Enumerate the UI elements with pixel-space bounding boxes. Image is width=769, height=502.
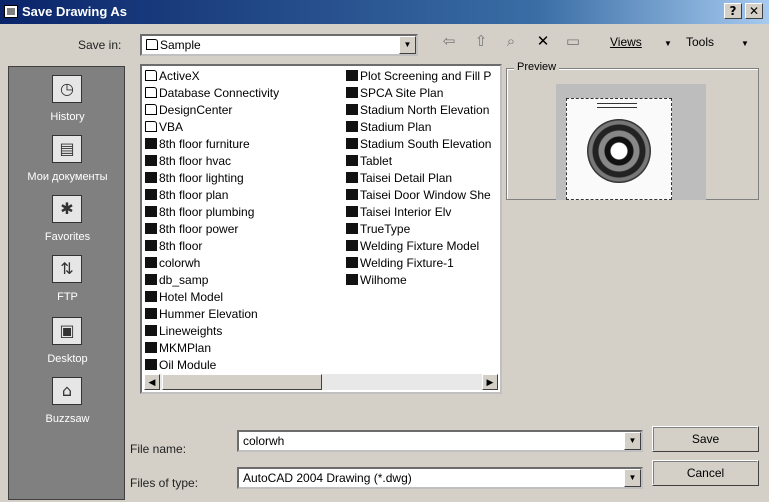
list-item-label: DesignCenter	[159, 103, 233, 117]
drawing-file-icon	[346, 121, 358, 132]
list-item-label: 8th floor furniture	[159, 137, 250, 151]
file-name-chevron-down-icon[interactable]: ▼	[624, 432, 641, 450]
list-item[interactable]	[145, 136, 250, 153]
list-item-label: Welding Fixture Model	[360, 239, 480, 253]
place-favorites[interactable]: ✱ Favorites	[9, 195, 126, 253]
list-item-label: Tablet	[360, 154, 393, 168]
delete-icon[interactable]: ✕	[536, 32, 550, 50]
list-item-label: Hummer Elevation	[159, 307, 258, 321]
folder-icon	[146, 39, 158, 50]
drawing-file-icon	[145, 359, 157, 370]
history-icon: ◷	[52, 75, 82, 103]
back-icon[interactable]: ⇦	[442, 32, 456, 50]
scroll-right-icon[interactable]: ▶	[482, 374, 498, 390]
up-folder-icon[interactable]: ⇧	[474, 32, 488, 50]
preview-label: Preview	[514, 61, 559, 73]
list-item[interactable]	[145, 238, 202, 255]
drawing-file-icon	[346, 206, 358, 217]
list-item-label: MKMPlan	[159, 341, 212, 355]
list-item[interactable]	[145, 323, 222, 340]
list-item-label: TrueType	[360, 222, 411, 236]
list-item[interactable]	[145, 153, 231, 170]
search-web-icon[interactable]: ⌕	[506, 32, 516, 50]
title-block-mark	[597, 103, 637, 108]
file-type-label: Files of type:	[130, 476, 199, 490]
list-item[interactable]	[145, 187, 228, 204]
list-item[interactable]	[145, 170, 244, 187]
help-button[interactable]: ?	[724, 3, 742, 19]
drawing-file-icon	[145, 155, 157, 166]
list-item-label: Stadium North Elevation	[360, 103, 490, 117]
app-icon	[4, 5, 18, 18]
save-in-label: Save in:	[78, 38, 122, 52]
save-button[interactable]: Save	[652, 426, 759, 452]
scroll-left-icon[interactable]: ◀	[144, 374, 160, 390]
list-item[interactable]	[346, 170, 452, 187]
drawing-file-icon	[145, 257, 157, 268]
list-item[interactable]	[145, 272, 208, 289]
preview-thumbnail	[556, 84, 706, 200]
drawing-file-icon	[346, 240, 358, 251]
drawing-file-icon	[145, 138, 157, 149]
drawing-file-icon	[145, 308, 157, 319]
list-item[interactable]	[346, 272, 407, 289]
list-item-label: 8th floor hvac	[159, 154, 232, 168]
list-item-label: 8th floor	[159, 239, 203, 253]
list-item-label: VBA	[159, 120, 184, 134]
scrollbar-thumb[interactable]	[162, 374, 322, 390]
views-menu[interactable]: Views	[610, 35, 642, 49]
list-item[interactable]	[145, 340, 211, 357]
list-item-label: Taisei Interior Elv	[360, 205, 452, 219]
list-item[interactable]	[145, 85, 279, 102]
folder-icon	[145, 104, 157, 115]
list-item-label: SPCA Site Plan	[360, 86, 444, 100]
list-item-label: Hotel Model	[159, 290, 224, 304]
places-bar	[8, 66, 125, 500]
place-ftp[interactable]: ⇅ FTP	[9, 255, 126, 313]
list-item-label: Wilhome	[360, 273, 407, 287]
list-item-label: Lineweights	[159, 324, 223, 338]
file-type-chevron-down-icon[interactable]: ▼	[624, 469, 641, 487]
list-item[interactable]	[346, 136, 491, 153]
drawing-file-icon	[145, 189, 157, 200]
list-item-label: Welding Fixture-1	[360, 256, 454, 270]
ftp-icon: ⇅	[52, 255, 82, 283]
drawing-file-icon	[145, 274, 157, 285]
drawing-file-icon	[346, 138, 358, 149]
list-item-label: 8th floor lighting	[159, 171, 244, 185]
color-wheel-drawing	[587, 119, 651, 183]
new-folder-icon[interactable]: ▭	[565, 32, 581, 50]
file-type-dropdown[interactable]: AutoCAD 2004 Drawing (*.dwg) ▼	[237, 467, 643, 489]
list-item-label: Taisei Door Window She	[360, 188, 491, 202]
drawing-file-icon	[145, 223, 157, 234]
list-item[interactable]	[346, 102, 489, 119]
drawing-file-icon	[145, 325, 157, 336]
folder-icon	[145, 121, 157, 132]
place-desktop[interactable]: ▣ Desktop	[9, 317, 126, 375]
drawing-file-icon	[346, 223, 358, 234]
list-item[interactable]	[145, 119, 183, 136]
list-item-label: Database Connectivity	[159, 86, 280, 100]
list-item[interactable]	[346, 255, 454, 272]
chevron-down-icon[interactable]: ▼	[399, 36, 416, 54]
list-item-label: db_samp	[159, 273, 209, 287]
close-button[interactable]: ✕	[745, 3, 763, 19]
file-list[interactable]	[140, 64, 502, 394]
list-item[interactable]	[346, 119, 431, 136]
list-item[interactable]	[346, 68, 491, 85]
list-item-label: Stadium South Elevation	[360, 137, 492, 151]
drawing-sheet	[566, 98, 672, 200]
list-item-label: colorwh	[159, 256, 201, 270]
drawing-file-icon	[145, 172, 157, 183]
list-item-label: 8th floor plumbing	[159, 205, 255, 219]
drawing-file-icon	[346, 155, 358, 166]
list-item[interactable]	[346, 221, 410, 238]
tools-chevron-down-icon[interactable]: ▼	[741, 39, 749, 48]
list-item-label: Taisei Detail Plan	[360, 171, 453, 185]
list-item[interactable]	[346, 187, 491, 204]
list-item-label: Plot Screening and Fill P	[360, 69, 492, 83]
place-history[interactable]: ◷ History	[9, 75, 126, 133]
save-in-dropdown[interactable]	[140, 34, 418, 56]
file-name-label: File name:	[130, 442, 187, 456]
list-item[interactable]	[145, 102, 232, 119]
views-chevron-down-icon[interactable]: ▼	[664, 39, 672, 48]
list-item-label: 8th floor power	[159, 222, 239, 236]
desktop-icon: ▣	[52, 317, 82, 345]
list-item[interactable]	[346, 85, 443, 102]
title-bar	[0, 0, 769, 24]
my-documents-icon: ▤	[52, 135, 82, 163]
list-item[interactable]	[145, 221, 238, 238]
place-my-documents[interactable]: ▤ Мои документы	[9, 135, 126, 193]
cancel-button[interactable]: Cancel	[652, 460, 759, 486]
place-buzzsaw[interactable]: ⌂ Buzzsaw	[9, 377, 126, 435]
window-title: Save Drawing As	[22, 4, 128, 19]
tools-menu[interactable]: Tools	[686, 35, 715, 49]
horizontal-scrollbar[interactable]	[144, 374, 498, 390]
drawing-file-icon	[145, 240, 157, 251]
list-item[interactable]	[145, 255, 200, 272]
drawing-file-icon	[346, 189, 358, 200]
drawing-file-icon	[346, 257, 358, 268]
list-item-label: ActiveX	[159, 69, 200, 83]
list-item[interactable]	[346, 153, 392, 170]
folder-icon	[145, 70, 157, 81]
drawing-file-icon	[145, 342, 157, 353]
drawing-file-icon	[346, 104, 358, 115]
list-item[interactable]	[145, 306, 258, 323]
file-name-input[interactable]: colorwh ▼	[237, 430, 643, 452]
favorites-icon: ✱	[52, 195, 82, 223]
list-item[interactable]	[346, 204, 451, 221]
list-item-label: 8th floor plan	[159, 188, 229, 202]
buzzsaw-icon: ⌂	[52, 377, 82, 405]
folder-icon	[145, 87, 157, 98]
list-item[interactable]	[346, 238, 479, 255]
list-item[interactable]	[145, 68, 200, 85]
list-item-label: Oil Module	[159, 358, 217, 372]
save-in-value: Sample	[146, 38, 201, 52]
drawing-file-icon	[346, 172, 358, 183]
drawing-file-icon	[145, 291, 157, 302]
list-item[interactable]	[145, 289, 223, 306]
list-item-label: Stadium Plan	[360, 120, 432, 134]
list-item[interactable]	[145, 357, 216, 374]
drawing-file-icon	[346, 70, 358, 81]
drawing-file-icon	[346, 274, 358, 285]
drawing-file-icon	[346, 87, 358, 98]
drawing-file-icon	[145, 206, 157, 217]
list-item[interactable]	[145, 204, 254, 221]
